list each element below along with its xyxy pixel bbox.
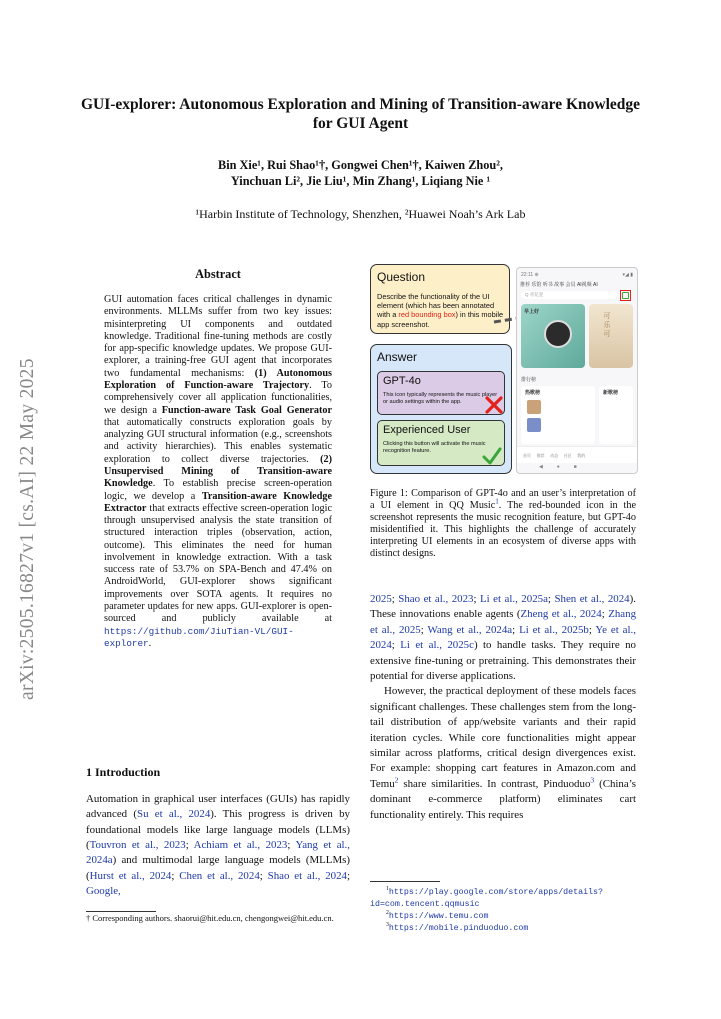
footnote-link[interactable]: id=com.tencent.qqmusic: [370, 900, 480, 909]
footnote-link[interactable]: https://www.temu.com: [388, 912, 489, 921]
abstract-heading: Abstract: [195, 267, 241, 281]
citation[interactable]: 2025: [370, 593, 392, 605]
footnote-rule: [86, 911, 156, 912]
app-tabs: 推荐 乐馆 听书 故事 会员 AI视频 AI: [520, 282, 598, 288]
right-column-body: 2025; Shao et al., 2023; Li et al., 2025a; Shen et al., 2024). These innovations enable agents (Zheng et al., 2024; Zhang et al., 2025; Wang et al., 2024a; Li et al., 2025b; Ye et al., 2024; Li et al., 2025c) to handle tasks. They require no extensive fine-tuning or pretraining. This demonstrates their potential for diverse applications. However, the practical deployment of these models faces significant challenges. These challenges stem from the long-tail distribution of app/website variants and their rapid iteration cycles. While core functionalities might appear similar across platforms, critical design divergences exist. For example: shopping cart features in Amazon.com and Temu$^2$ share similarities. In contrast, Pinduoduo$^3$ (China’s dominant e-commerce platform) eliminates cart functionality entirely. This requires: [370, 593, 637, 821]
answer-box: [370, 344, 512, 474]
affiliations: ¹Harbin Institute of Technology, Shenzhen, ²Huawei Noah’s Ark Lab: [195, 207, 526, 221]
citation[interactable]: Li et al., 2025c: [400, 639, 474, 652]
paper-title: GUI-explorer: Autonomous Exploration and Mining of Transition-aware Knowledge for GUI Agent: [80, 96, 641, 132]
gpt4o-title: GPT-4o: [383, 375, 421, 387]
authors-line-1: Bin Xie¹, Rui Shao¹†, Gongwei Chen¹†, Kaiwen Zhou²,: [218, 158, 503, 172]
abstract-body: GUI automation faces critical challenges in dynamic environments. MLLMs suffer from two key issues: misinterpreting UI components and outdated knowledge. Traditional fine-tuning methods are costly for app-specific knowledge updates. We propose GUI-explorer, a training-free GUI agent that incorporates two fundamental mechanisms: (1) Autonomous Exploration of Function-aware Trajectory. To comprehensively cover all application functionalities, we design a Function-aware Task Goal Generator that automatically constructs exploration goals by analyzing GUI structural information (e.g., screenshots and activity hierarchies). This enables systematic exploration to collect diverse trajectories. (2) Unsupervised Mining of Transition-aware Knowledge. To establish precise screen-operation logic, we develop a Transition-aware Knowledge Extractor that extracts effective screen-operation logic through unsupervised analysis the state transition of structured interaction triples (observation, action, outcome). This eliminates the need for human involvement in knowledge extraction. With a task success rate of 53.7% on SPA-Bench and 47.4% on AndroidWorld, GUI-explorer shows significant improvements over SOTA agents. It requires no parameter updates for new apps. GUI-explorer is open-sourced and publicly available at https://github.com/JiuTian-VL/GUI-explorer.: [104, 294, 333, 649]
footnote-2: $^2$https://www.temu.com: [386, 910, 489, 921]
footnote-link[interactable]: https://mobile.pinduoduo.com: [388, 924, 529, 933]
footnote-rule-right: [370, 881, 440, 882]
music-recognition-icon: [622, 292, 629, 299]
citation[interactable]: Touvron et al., 2023: [89, 839, 186, 852]
citation[interactable]: Achiam et al., 2023: [193, 839, 288, 852]
citation[interactable]: Li et al., 2025b: [519, 623, 589, 636]
citation[interactable]: Google,: [86, 885, 121, 898]
citation[interactable]: Wang et al., 2024a: [427, 623, 513, 636]
answer-title: Answer: [377, 350, 418, 364]
author-list: [90, 157, 631, 189]
citation[interactable]: Hurst et al., 2024: [89, 869, 172, 882]
gpt4o-answer-text: This icon typically represents the music player or audio settings within the app.: [383, 392, 498, 405]
citation[interactable]: Yang et al., 2024a: [86, 839, 351, 867]
footnote-link[interactable]: https://play.google.com/store/apps/details?: [388, 888, 604, 897]
app-search: Q 青花瓷: [525, 292, 544, 297]
citation[interactable]: Zheng et al., 2024: [520, 608, 602, 621]
section-heading-introduction: 1 Introduction: [86, 765, 161, 779]
footnote-3: $^3$https://mobile.pinduoduo.com: [386, 922, 529, 933]
citation[interactable]: Shao et al., 2024: [267, 869, 347, 882]
citation[interactable]: Shao et al., 2023: [398, 593, 474, 605]
figure-1: [370, 264, 636, 476]
check-icon: [482, 447, 502, 465]
mobile-app-screenshot: 22:11 ⊕ ▾◢ ▮ 推荐 乐馆 听书 故事 会员 AI视频 AI Q 青花瓷 早上好 可 乐 可 排行榜 热歌榜 新歌榜 首页 推荐 动态 社区 我的 ◀ ● ■: [516, 267, 638, 474]
footnote-ref[interactable]: 2: [394, 775, 399, 785]
github-link[interactable]: https://github.com/JiuTian-VL/GUI-explorer: [104, 625, 294, 649]
question-box: [370, 264, 510, 334]
introduction-body: Automation in graphical user interfaces (GUIs) has rapidly advanced (Su et al., 2024). This progress is driven by foundational models like large language models (LLMs) (Touvron et al., 2023; Achiam et al., 2023; Yang et al., 2024a) and multimodal large language models (MLLMs) (Hurst et al., 2024; Chen et al., 2024; Shao et al., 2024; Google,: [86, 793, 351, 898]
question-text: Describe the functionality of the UI element (which has been annotated with a red bounding box) in this mobile app screenshot.: [377, 292, 504, 329]
authors-line-2: Yinchuan Li², Jie Liu¹, Min Zhang¹, Liqiang Nie ¹: [230, 174, 491, 188]
wrong-cross-icon: [485, 396, 503, 414]
gpt4o-answer: [377, 371, 505, 415]
citation[interactable]: Ye et al., 2024: [370, 623, 636, 652]
arxiv-stamp: arXiv:2505.16827v1 [cs.AI] 22 May 2025: [17, 358, 38, 700]
experienced-user-answer: [377, 420, 505, 466]
footnote-corresponding-authors: † Corresponding authors. shaorui@hit.edu.cn, chengongwei@hit.edu.cn.: [86, 913, 334, 923]
citation[interactable]: Shen et al., 2024: [554, 593, 630, 605]
footnotes-right: [370, 886, 636, 934]
citation[interactable]: Su et al., 2024: [137, 808, 211, 821]
footnote-ref[interactable]: 1: [495, 497, 499, 506]
experienced-user-answer-text: Clicking this button will activate the music recognition feature.: [383, 441, 486, 454]
citation[interactable]: Zhang et al., 2025: [370, 608, 637, 636]
footnote-ref[interactable]: 3: [590, 775, 595, 785]
footnote-1-cont: [370, 898, 636, 910]
figure-1-caption: Figure 1: Comparison of GPT-4o and an user’s interpretation of a UI element in QQ Music$^1$. The red-bounded icon in the screenshot represents the music recognition feature, but GPT-4o misidentified it. This highlights the challenge of accurately interpreting UI elements in an ecosystem of diverse apps with distinct designs.: [370, 488, 636, 560]
citation[interactable]: Li et al., 2025a: [480, 593, 548, 605]
footnote-1: $^1$https://play.google.com/store/apps/details?: [386, 886, 604, 897]
question-title: Question: [377, 270, 426, 284]
citation[interactable]: Chen et al., 2024: [179, 869, 260, 882]
experienced-user-title: Experienced User: [383, 424, 471, 436]
